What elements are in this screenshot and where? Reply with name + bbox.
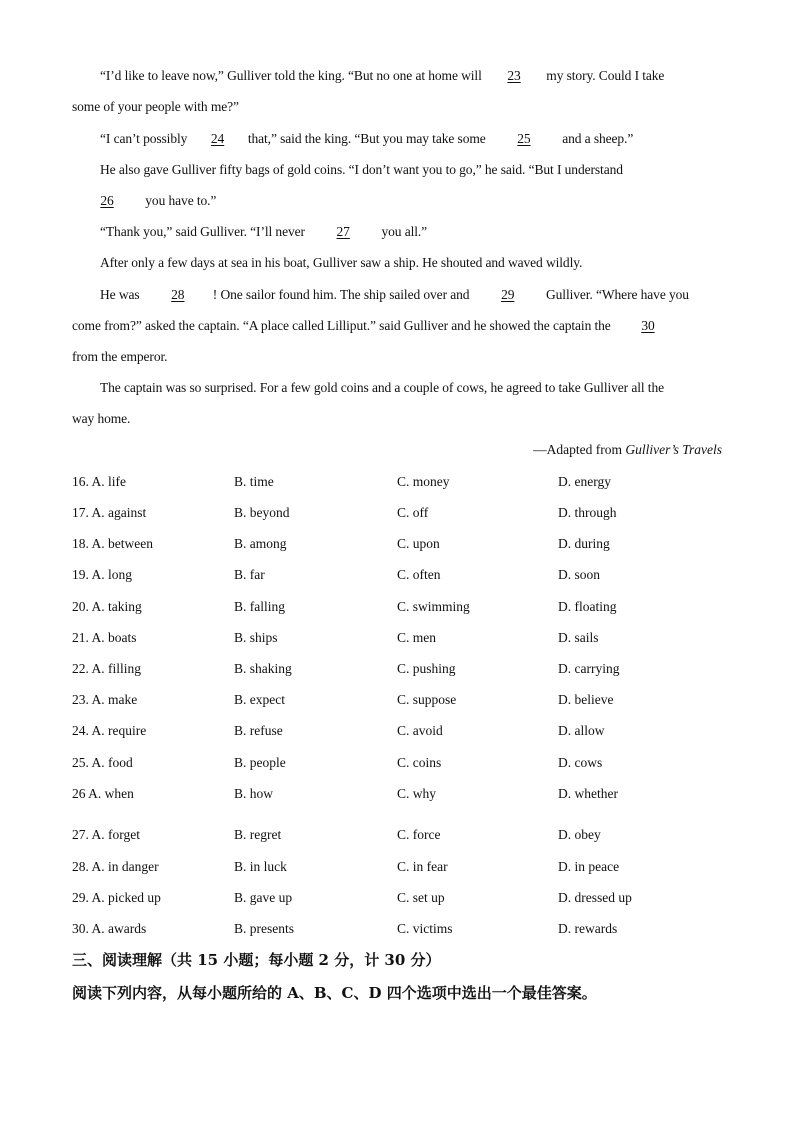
option-18-b: B. among [234,536,287,551]
blank-25: 25 [517,131,531,146]
option-29-d: D. dressed up [558,890,632,905]
section-heading: 三、阅读理解（共 15 小题；每小题 2 分，计 30 分） [72,951,441,969]
option-24-c: C. avoid [397,723,443,738]
option-26-a: 26 A. when [72,786,134,801]
option-16-d: D. energy [558,474,611,489]
option-16-c: C. money [397,474,450,489]
option-18-d: D. during [558,536,610,551]
option-23-d: D. believe [558,692,614,707]
option-28-c: C. in fear [397,859,448,874]
option-26-b: B. how [234,786,274,801]
option-26-d: D. whether [558,786,618,801]
option-25-a: 25. A. food [72,755,133,770]
passage-line-10: from the emperor. [72,349,168,364]
passage-line-9: come from?” asked the captain. “A place called Lilliput.” said Gulliver and he showed the captain the 30 [72,317,682,335]
option-21-a: 21. A. boats [72,630,137,645]
option-22-c: C. pushing [397,661,456,676]
passage-line-7: After only a few days at sea in his boat, Gulliver saw a ship. He shouted and waved wildly. [100,255,583,270]
option-21-d: D. sails [558,630,599,645]
option-27-c: C. force [397,827,441,842]
option-24-d: D. allow [558,723,605,738]
passage-line-8: He was 28 ! One sailor found him. The ship sailed over and 29 Gulliver. “Where have you [100,287,689,302]
passage-line-3: “I can’t possibly 24 that,” said the king. “But you may take some 25 and a sheep.” [100,131,634,146]
blank-30: 30 [641,318,655,333]
option-18-a: 18. A. between [72,536,153,551]
option-20-d: D. floating [558,599,617,614]
option-18-c: C. upon [397,536,440,551]
option-16-b: B. time [234,474,274,489]
passage-line-2: some of your people with me?” [72,99,239,114]
option-16-a: 16. A. life [72,474,126,489]
blank-29: 29 [501,287,515,302]
blank-27: 27 [336,224,350,239]
option-17-a: 17. A. against [72,505,147,520]
option-24-a: 24. A. require [72,723,147,738]
option-25-c: C. coins [397,755,442,770]
option-25-d: D. cows [558,755,603,770]
option-17-b: B. beyond [234,505,290,520]
option-29-a: 29. A. picked up [72,890,161,905]
option-28-d: D. in peace [558,859,620,874]
option-27-d: D. obey [558,827,601,842]
option-19-d: D. soon [558,567,601,582]
passage-line-12: way home. [72,411,131,426]
option-22-a: 22. A. filling [72,661,142,676]
option-17-d: D. through [558,505,617,520]
option-25-b: B. people [234,755,286,770]
option-27-a: 27. A. forget [72,827,140,842]
option-29-b: B. gave up [234,890,293,905]
option-26-c: C. why [397,786,437,801]
option-21-c: C. men [397,630,436,645]
passage-line-5: 26 you have to.” [72,192,216,210]
section-instruction: 阅读下列内容，从每小题所给的 A、B、C、D 四个选项中选出一个最佳答案。 [72,984,597,1002]
option-21-b: B. ships [234,630,278,645]
passage-line-6: “Thank you,” said Gulliver. “I’ll never 27 you all.” [100,224,428,239]
option-22-b: B. shaking [234,661,292,676]
option-19-b: B. far [234,567,265,582]
option-22-d: D. carrying [558,661,620,676]
option-28-b: B. in luck [234,859,287,874]
option-30-b: B. presents [234,921,294,936]
passage-line-1: “I’d like to leave now,” Gulliver told the king. “But no one at home will 23 my story. Could I take [100,68,665,83]
option-24-b: B. refuse [234,723,283,738]
blank-28: 28 [171,287,185,302]
passage-line-4: He also gave Gulliver fifty bags of gold coins. “I don’t want you to go,” he said. “But I understand [100,162,623,177]
option-20-b: B. falling [234,599,285,614]
option-17-c: C. off [397,505,429,520]
option-30-a: 30. A. awards [72,921,147,936]
option-30-d: D. rewards [558,921,618,936]
option-30-c: C. victims [397,921,453,936]
option-27-b: B. regret [234,827,282,842]
option-23-b: B. expect [234,692,285,707]
source-attribution: —Adapted from Gulliver’s Travels [533,442,722,457]
option-19-c: C. often [397,567,441,582]
option-23-c: C. suppose [397,692,457,707]
book-title: Gulliver’s Travels [625,442,722,457]
blank-24: 24 [210,131,225,146]
option-29-c: C. set up [397,890,445,905]
blank-23: 23 [507,68,521,83]
option-28-a: 28. A. in danger [72,859,159,874]
option-23-a: 23. A. make [72,692,138,707]
option-19-a: 19. A. long [72,567,133,582]
option-20-a: 20. A. taking [72,599,142,614]
option-20-c: C. swimming [397,599,470,614]
blank-26: 26 [100,193,114,208]
passage-line-11: The captain was so surprised. For a few gold coins and a couple of cows, he agreed to take Gulliver all the [100,380,664,395]
